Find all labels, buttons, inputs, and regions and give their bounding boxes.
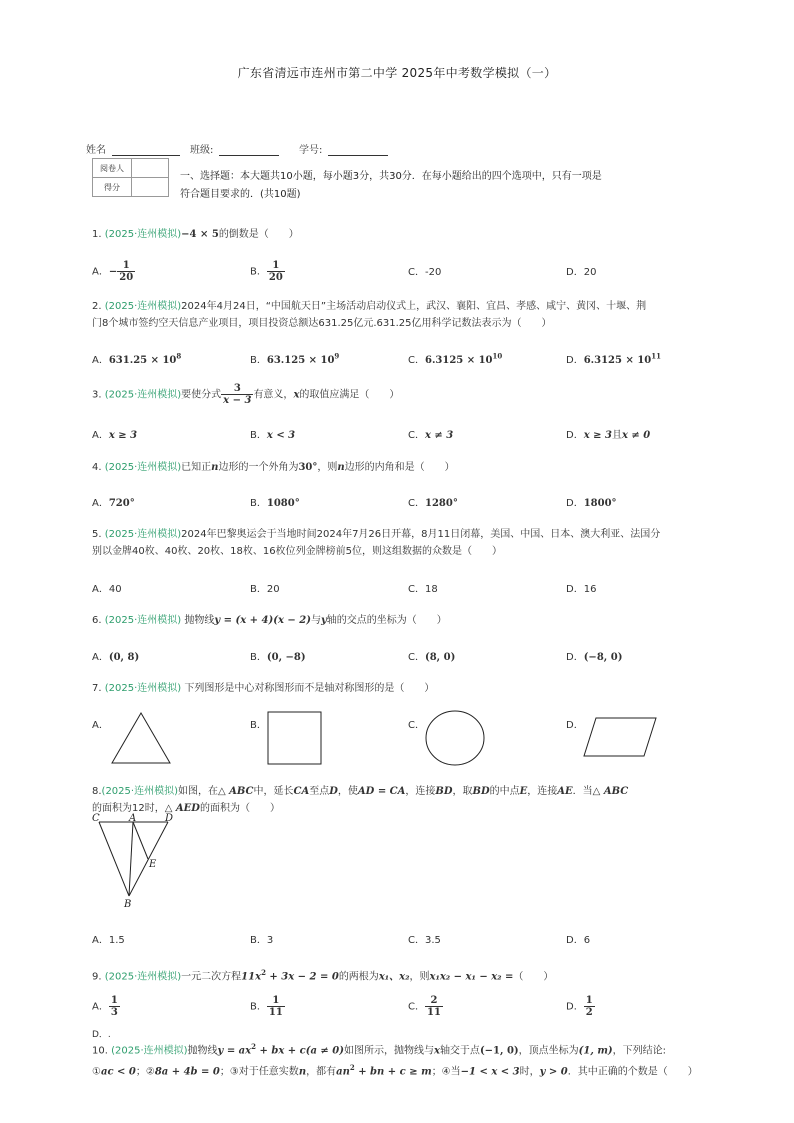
q4-option-c[interactable]: C．1280°	[408, 498, 458, 509]
question-5: 5. (2025·连州模拟)2024年巴黎奥运会于当地时间2024年7月26日开幕，8月11日闭幕，美国、中国、日本、澳大利亚、法国分 别以金牌40枚、40枚、20枚、18枚、16枚位列金牌榜前5位，则这组数据的众数是（ ）	[92, 529, 661, 557]
section-header	[180, 168, 640, 204]
q9-option-c[interactable]: C． $\frac{2}{11}$	[408, 995, 441, 1018]
q4-option-a[interactable]: A．720°	[92, 498, 135, 509]
triangle-abc-figure	[90, 812, 180, 910]
q8-option-a[interactable]: A．1.5	[92, 935, 125, 946]
question-10: 10. (2025·连州模拟)抛物线$y = ax^2$ + bx + c(a ≠ 0)如图所示，抛物线与x轴交于点(−1, 0)，顶点坐标为(1, m)，下列结论: ①ac < 0；②8a + 4b = 0；③对于任意实数n，都有$an^2$ + bn + c ≥ m；④当−1 < x < 3时，y > 0．其中正确的个数是（ ）	[92, 1042, 698, 1078]
class-label: 班级:	[190, 145, 214, 156]
id-label: 学号:	[299, 145, 323, 156]
q3-option-d[interactable]: D．x ≥ 3且x ≠ 0	[566, 430, 651, 441]
q7-option-b[interactable]: B．	[250, 720, 267, 731]
q6-option-b[interactable]: B．(0, −8)	[250, 652, 306, 663]
point-label-c: C	[92, 813, 100, 824]
question-1: 1. (2025·连州模拟)−4 × 5的倒数是（ ）	[92, 229, 299, 240]
q5-option-a[interactable]: A．40	[92, 584, 122, 595]
q1-option-d[interactable]: D．20	[566, 267, 597, 278]
score-box	[92, 158, 169, 197]
q5-option-d[interactable]: D．16	[566, 584, 597, 595]
question-3: 3. (2025·连州模拟)要使分式 $\frac{3}{x - 3}$ 有意义，x的取值应满足（ ）	[92, 383, 400, 406]
q9-option-d[interactable]: D． $\frac{1}{2}$	[566, 995, 593, 1018]
question-4: 4. (2025·连州模拟)已知正n边形的一个外角为30°，则n边形的内角和是（ ）	[92, 462, 455, 473]
circle-figure	[424, 709, 486, 767]
q9-option-a[interactable]: A． $\frac{1}{3}$	[92, 995, 118, 1018]
q5-option-c[interactable]: C．18	[408, 584, 438, 595]
q9-option-b[interactable]: B． $\frac{1}{11}$	[250, 995, 283, 1018]
point-label-e: E	[149, 859, 157, 870]
q2-option-b[interactable]: B．$63.125 \times 10^9$	[250, 351, 340, 366]
question-2: 2. (2025·连州模拟)2024年4月24日，“中国航天日”主场活动启动仪式上，武汉、襄阳、宜昌、孝感、咸宁、黄冈、十堰、荆 门8个城市签约空天信息产业项目，项目投资总额达631.25亿元.631.25亿用科学记数法表示为（ ）	[92, 301, 647, 329]
grader-cell[interactable]	[132, 159, 169, 178]
point-label-b: B	[124, 899, 132, 910]
name-field[interactable]	[86, 141, 180, 156]
triangle-figure	[108, 710, 174, 766]
q2-option-c[interactable]: C．$6.3125 \times 10^{10}$	[408, 351, 503, 366]
score-label: 得分	[93, 178, 132, 197]
q4-option-d[interactable]: D．1800°	[566, 498, 617, 509]
q7-option-d[interactable]: D．	[566, 720, 584, 731]
score-cell[interactable]	[132, 178, 169, 197]
question-7: 7. (2025·连州模拟) 下列图形是中心对称图形而不是轴对称图形的是（ ）	[92, 683, 435, 694]
q3-option-b[interactable]: B．x < 3	[250, 430, 296, 441]
name-label: 姓名	[86, 145, 106, 156]
q1-option-c[interactable]: C．-20	[408, 267, 442, 278]
section-line-1: 一、选择题：本大题共10小题，每小题3分，共30分．在每小题给出的四个选项中，只有一项是	[180, 171, 602, 182]
q5-option-b[interactable]: B．20	[250, 584, 280, 595]
point-label-d: D	[165, 813, 174, 824]
q6-option-a[interactable]: A．(0, 8)	[92, 652, 140, 663]
question-8: 8.(2025·连州模拟)如图，在△ ABC中，延长CA至点D，使AD = CA，连接BD，取BD的中点E，连接AE．当△ ABC 的面积为12时，△ AED的面积为（ ）	[92, 786, 629, 814]
q4-option-b[interactable]: B．1080°	[250, 498, 300, 509]
q7-option-a[interactable]: A．	[92, 720, 109, 731]
q8-option-b[interactable]: B．3	[250, 935, 274, 946]
q6-option-d[interactable]: D．(−8, 0)	[566, 652, 623, 663]
point-label-a: A	[129, 813, 137, 824]
section-line-2: 符合题目要求的．(共10题)	[180, 189, 301, 200]
q3-option-a[interactable]: A．x ≥ 3	[92, 430, 138, 441]
q2-option-d[interactable]: D．$6.3125 \times 10^{11}$	[566, 351, 661, 366]
q6-option-c[interactable]: C．(8, 0)	[408, 652, 456, 663]
page-break-marker: D．.	[92, 1030, 111, 1040]
class-field[interactable]	[190, 141, 279, 156]
q1-option-b[interactable]: B． $\frac{1}{20}$	[250, 260, 283, 283]
question-9: 9. (2025·连州模拟)一元二次方程$11x^2 + 3x - 2 = 0$的两根为x₁、x₂，则x₁x₂ − x₁ − x₂ =（ ）	[92, 968, 554, 983]
grader-label: 阅卷人	[93, 159, 132, 178]
q1-option-a[interactable]: A．− $\frac{1}{20}$	[92, 260, 134, 283]
q8-option-c[interactable]: C．3.5	[408, 935, 441, 946]
question-6: 6. (2025·连州模拟) 抛物线y = (x + 4)(x − 2)与y轴的交点的坐标为（ ）	[92, 615, 447, 626]
page-title: 广东省清远市连州市第二中学 2025年中考数学模拟（一）	[237, 66, 557, 80]
q8-option-d[interactable]: D．6	[566, 935, 591, 946]
source-tag: (2025·连州模拟)	[104, 229, 182, 240]
parallelogram-figure	[582, 716, 658, 758]
q3-option-c[interactable]: C．x ≠ 3	[408, 430, 454, 441]
id-field[interactable]	[299, 141, 388, 156]
square-figure	[267, 711, 323, 765]
q7-option-c[interactable]: C．	[408, 720, 425, 731]
q2-option-a[interactable]: A．$631.25 \times 10^8$	[92, 351, 182, 366]
